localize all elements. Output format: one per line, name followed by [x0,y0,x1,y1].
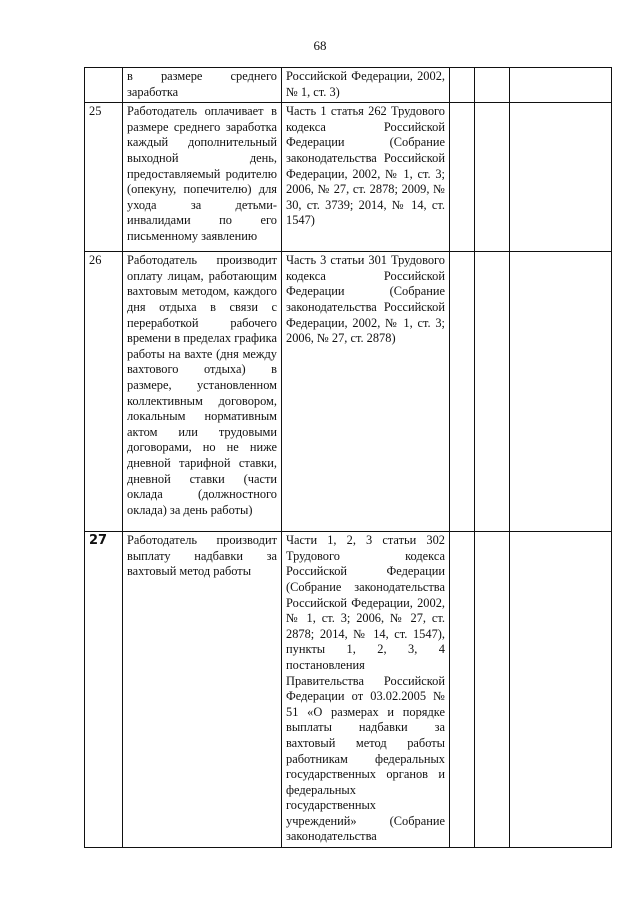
requirement-text: Работодатель производит оплату лицам, работающим вахтовым методом, каждого дня отдыха в связи с переработкой рабочего времени в пределах графика работы на вахте (дня между вахтового отдыха) в размере, установленном коллективным договором, локальным нормативным актом или трудовыми договорами, но не ниже дневной тарифной ставки, дневной ставки (части оклада (должностного оклада) за день работы) [123,252,282,532]
table-row [85,532,612,848]
mark-cell-yes [450,68,475,103]
note-cell [510,252,612,532]
mark-cell-no [475,252,510,532]
mark-cell-yes [450,252,475,532]
mark-cell-no [475,103,510,252]
row-number: 25 [85,103,123,252]
legal-basis-text: Часть 3 статьи 301 Трудового кодекса Российской Федерации (Собрание законодательства Российской Федерации, 2002, № 1, ст. 3; 2006, № 27, ст. 2878) [282,252,450,532]
table-row [85,103,612,252]
requirement-text: Работодатель производит выплату надбавки за вахтовый метод работы [123,532,282,848]
requirement-text: Работодатель оплачивает в размере среднего заработка каждый дополнительный выходной день, предоставляемый родителю (опекуну, попечителю) для ухода за детьми-инвалидами по его письменному заявлению [123,103,282,252]
legal-basis-text: Российской Федерации, 2002, № 1, ст. 3) [282,68,450,103]
note-cell [510,68,612,103]
row-number: 27 [85,532,123,848]
note-cell [510,532,612,848]
page-number: 68 [313,38,327,53]
mark-cell-yes [450,532,475,848]
note-cell [510,103,612,252]
legal-basis-text: Части 1, 2, 3 статьи 302 Трудового кодекса Российской Федерации (Собрание законодательства Российской Федерации, 2002, № 1, ст. 3; 2006, № 27, ст. 2878; 2014, № 14, ст. 1547), пункты 1, 2, 3, 4 постановления Правительства Российской Федерации от 03.02.2005 № 51 «О размерах и порядке выплаты надбавки за вахтовый метод работы работникам федеральных государственных органов и федеральных государственных учреждений» (Собрание законодательства [282,532,450,848]
legal-basis-text: Часть 1 статья 262 Трудового кодекса Российской Федерации (Собрание законодательства Российской Федерации, 2002, № 1, ст. 3; 2006, № 27, ст. 2878; 2009, № 30, ст. 3739; 2014, № 14, ст. 1547) [282,103,450,252]
table-row [85,68,612,103]
row-number [85,68,123,103]
requirement-text: в размере среднего заработка [123,68,282,103]
mark-cell-no [475,532,510,848]
mark-cell-no [475,68,510,103]
table-row [85,252,612,532]
mark-cell-yes [450,103,475,252]
row-number: 26 [85,252,123,532]
requirements-table [84,67,612,848]
